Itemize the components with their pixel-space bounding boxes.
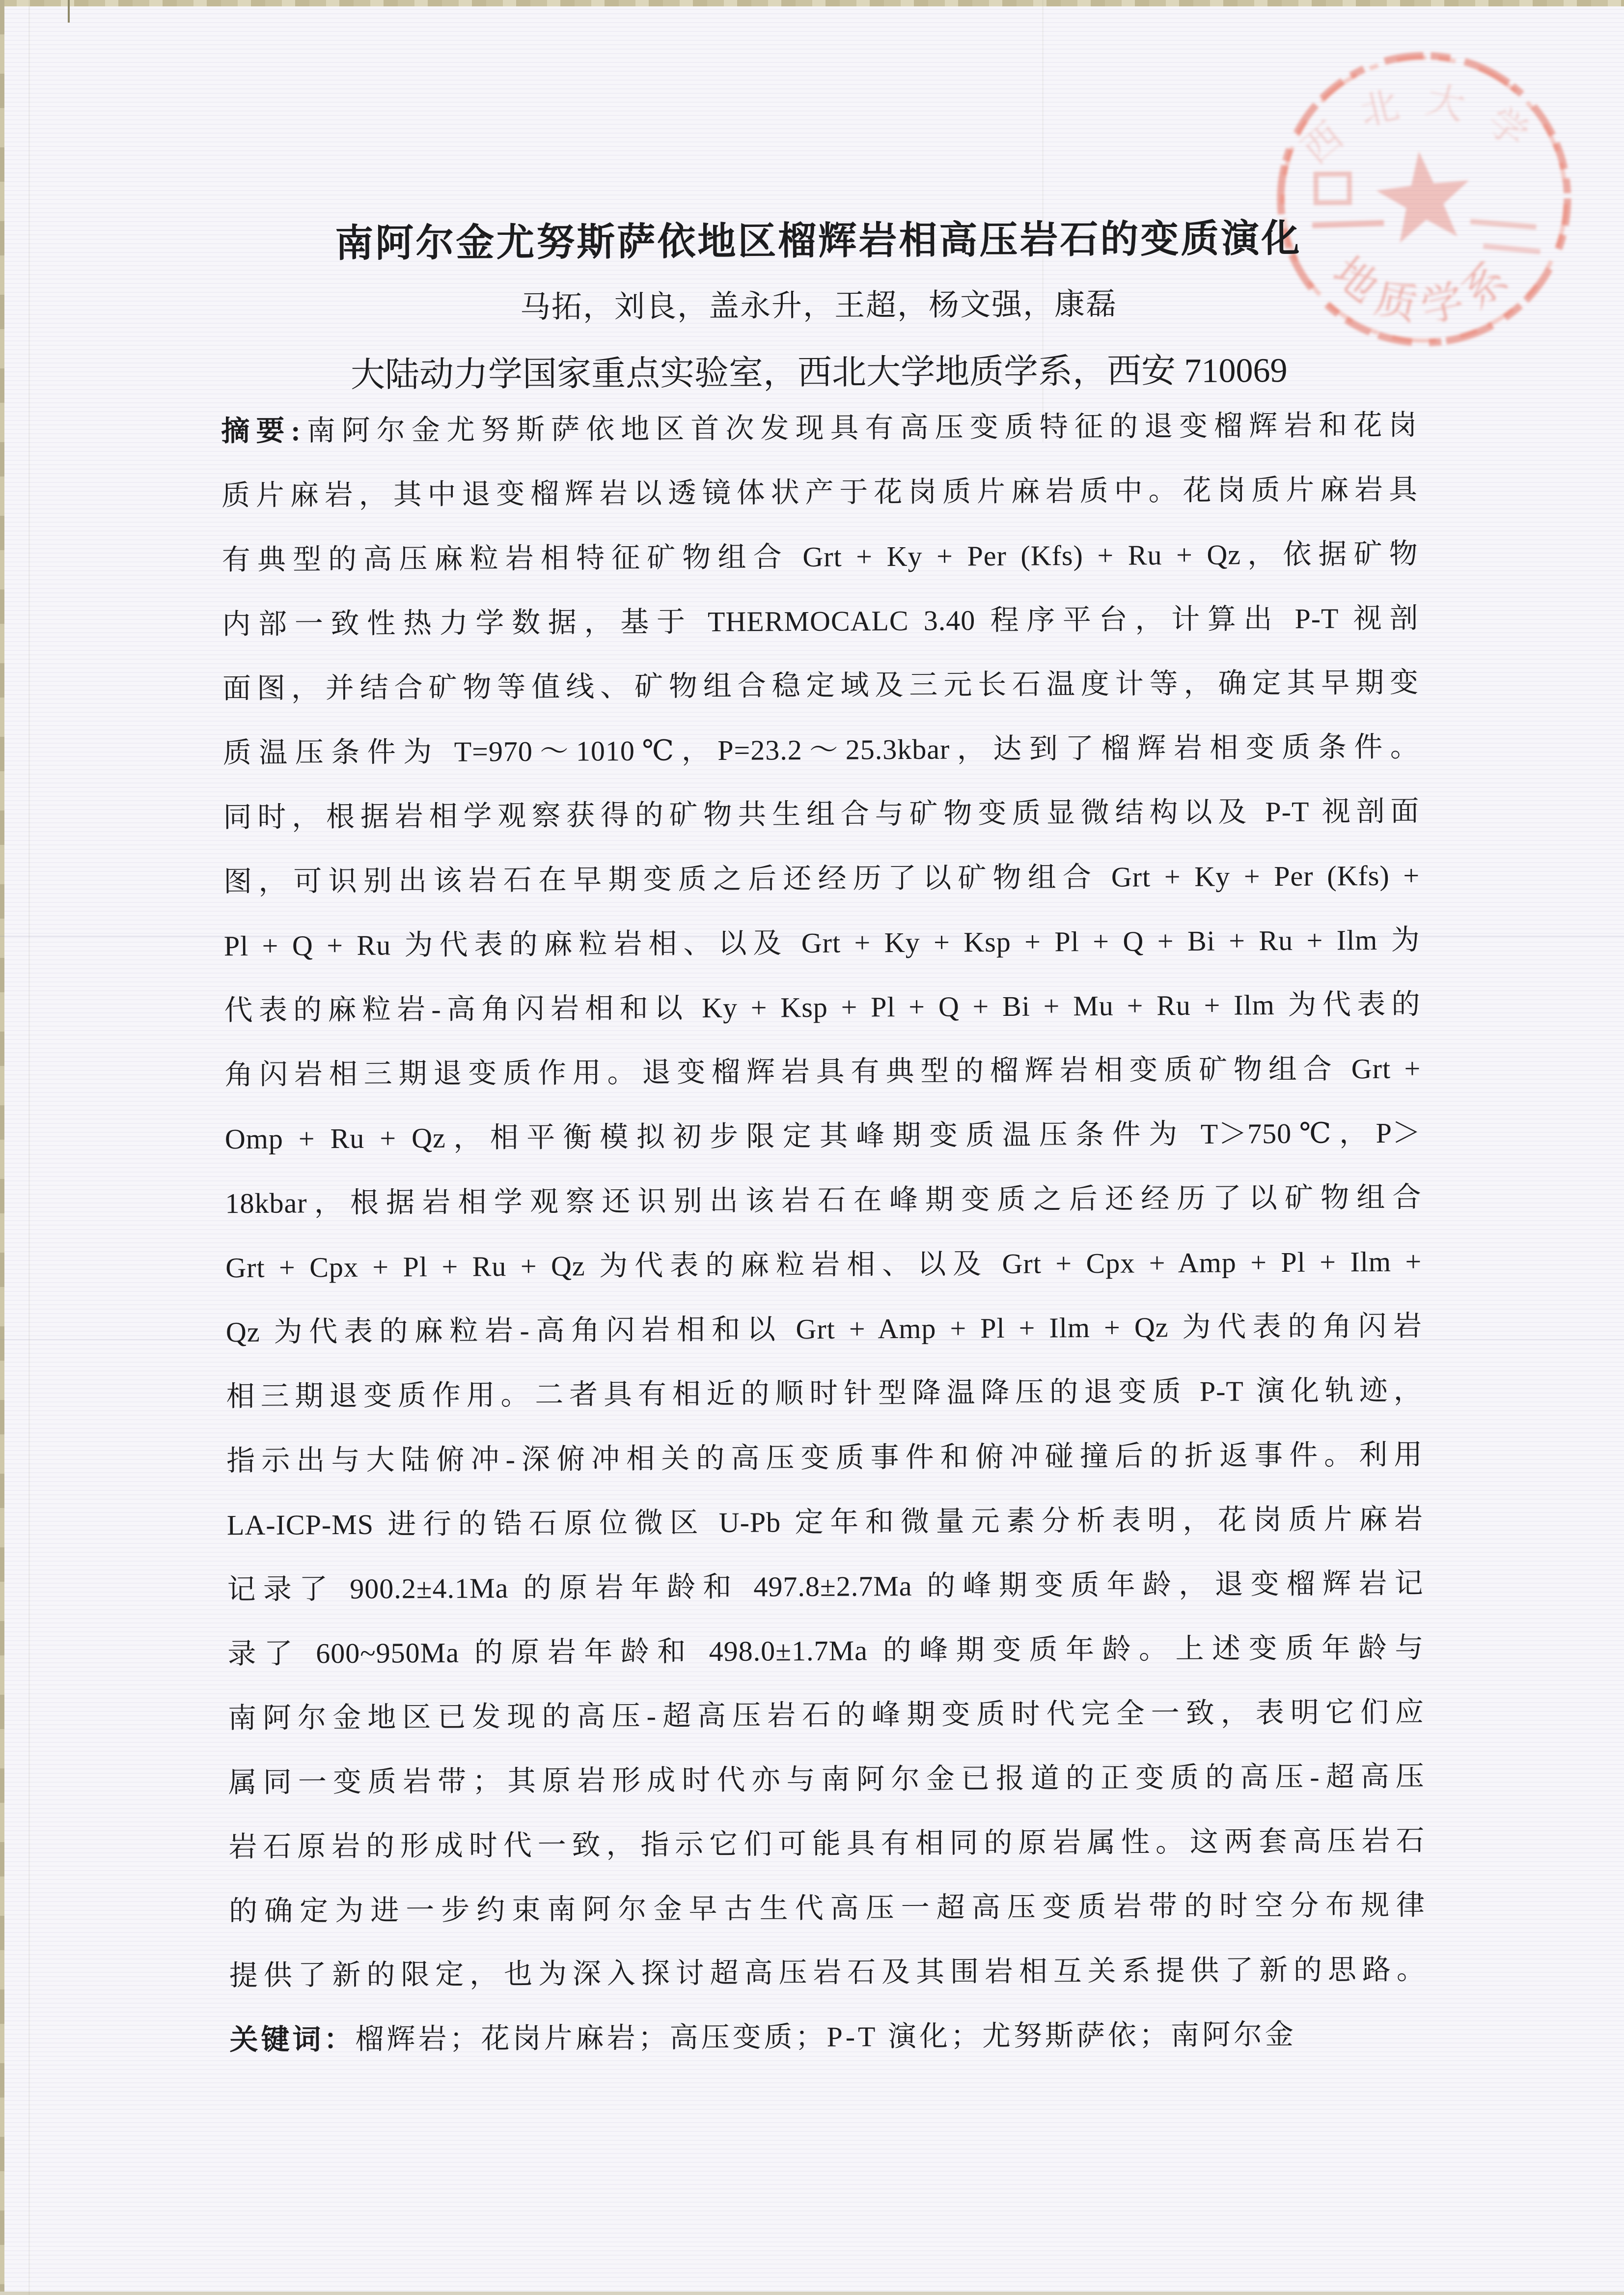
seal-fragment	[1316, 174, 1349, 202]
seal-bottom-text: 地质学系	[1324, 247, 1525, 332]
abstract-line: 图，可识别出该岩石在早期变质之后还经历了以矿物组合 Grt + Ky + Per (Kfs) +	[223, 859, 1420, 898]
abstract-line: 面图，并结合矿物等值线、矿物组合稳定域及三元长石温度计等，确定其早期变	[222, 666, 1419, 705]
abstract-line: Grt + Cpx + Pl + Ru + Qz 为代表的麻粒岩相、以及 Grt + Cpx + Amp + Pl + Ilm +	[225, 1245, 1422, 1284]
abstract-line: 记录了 900.2±4.1Ma 的原岩年龄和 497.8±2.7Ma 的峰期变质年龄，退变榴辉岩记	[227, 1567, 1424, 1606]
abstract-line: 南阿尔金地区已发现的高压-超高压岩石的峰期变质时代完全一致，表明它们应	[227, 1696, 1425, 1735]
abstract-block	[221, 393, 1426, 2072]
abstract-line: 代表的麻粒岩-高角闪岩相和以 Ky + Ksp + Pl + Q + Bi + Mu + Ru + Ilm 为代表的	[224, 988, 1421, 1027]
abstract-line: 摘要:南阿尔金尤努斯萨依地区首次发现具有高压变质特征的退变榴辉岩和花岗	[221, 409, 1418, 448]
author-list: 马拓，刘良，盖永升，王超，杨文强，康磊	[520, 287, 1118, 325]
abstract-line: LA-ICP-MS 进行的锆石原位微区 U-Pb 定年和微量元素分析表明，花岗质片麻岩	[226, 1503, 1424, 1541]
keywords-label: 关键词：	[229, 2023, 356, 2056]
abstract-line: 录了 600~950Ma 的原岩年龄和 498.0±1.7Ma 的峰期变质年龄。上述变质年龄与	[227, 1631, 1424, 1670]
seal-top-text: 西北大学	[1294, 78, 1554, 172]
abstract-line: 属同一变质岩带；其原岩形成时代亦与南阿尔金已报道的正变质的高压-超高压	[228, 1760, 1425, 1799]
abstract-line: 的确定为进一步约束南阿尔金早古生代高压一超高压变质岩带的时空分布规律	[228, 1889, 1426, 1928]
abstract-line: 质片麻岩，其中退变榴辉岩以透镜体状产于花岗质片麻岩质中。花岗质片麻岩具	[221, 473, 1418, 512]
abstract-line: 指示出与大陆俯冲-深俯冲相关的高压变质事件和俯冲碰撞后的折返事件。利用	[226, 1438, 1423, 1477]
abstract-line: 岩石原岩的形成时代一致，指示它们可能具有相同的原岩属性。这两套高压岩石	[228, 1824, 1425, 1863]
abstract-line: 18kbar，根据岩相学观察还识别出该岩石在峰期变质之后还经历了以矿物组合	[225, 1181, 1422, 1220]
abstract-line: 有典型的高压麻粒岩相特征矿物组合 Grt + Ky + Per (Kfs) + Ru + Qz，依据矿物	[221, 537, 1418, 576]
abstract-line: 角闪岩相三期退变质作用。退变榴辉岩具有典型的榴辉岩相变质矿物组合 Grt +	[224, 1052, 1421, 1091]
seal-fragment	[1470, 221, 1536, 227]
abstract-line: Qz 为代表的麻粒岩-高角闪岩相和以 Grt + Amp + Pl + Ilm + Qz 为代表的角闪岩	[225, 1310, 1423, 1348]
abstract-line: Omp + Ru + Qz，相平衡模拟初步限定其峰期变质温压条件为 T＞750℃，P＞	[224, 1117, 1422, 1155]
abstract-line: 相三期退变质作用。二者具有相近的顺时针型降温降压的退变质 P-T 演化轨迹，	[226, 1374, 1423, 1413]
abstract-line: 质温压条件为 T=970～1010℃，P=23.2～25.3kbar，达到了榴辉岩相变质条件。	[222, 730, 1419, 769]
affiliation: 大陆动力学国家重点实验室，西北大学地质学系，西安 710069	[350, 351, 1288, 394]
keywords-line: 关键词：榴辉岩；花岗片麻岩；高压变质；P-T 演化；尤努斯萨依；南阿尔金	[229, 2018, 1297, 2056]
abstract-label: 摘要:	[221, 415, 301, 448]
abstract-line: 同时，根据岩相学观察获得的矿物共生组合与矿物变质显微结构以及 P-T 视剖面	[223, 795, 1420, 834]
paper-title: 南阿尔金尤努斯萨依地区榴辉岩相高压岩石的变质演化	[335, 217, 1302, 265]
abstract-line: 提供了新的限定，也为深入探讨超高压岩石及其围岩相互关系提供了新的思路。	[229, 1953, 1426, 1992]
abstract-line: 内部一致性热力学数据，基于 THERMOCALC 3.40 程序平台，计算出 P-T 视剖	[222, 602, 1419, 641]
abstract-line: Pl + Q + Ru 为代表的麻粒岩相、以及 Grt + Ky + Ksp + Pl + Q + Bi + Ru + Ilm 为	[223, 924, 1420, 962]
